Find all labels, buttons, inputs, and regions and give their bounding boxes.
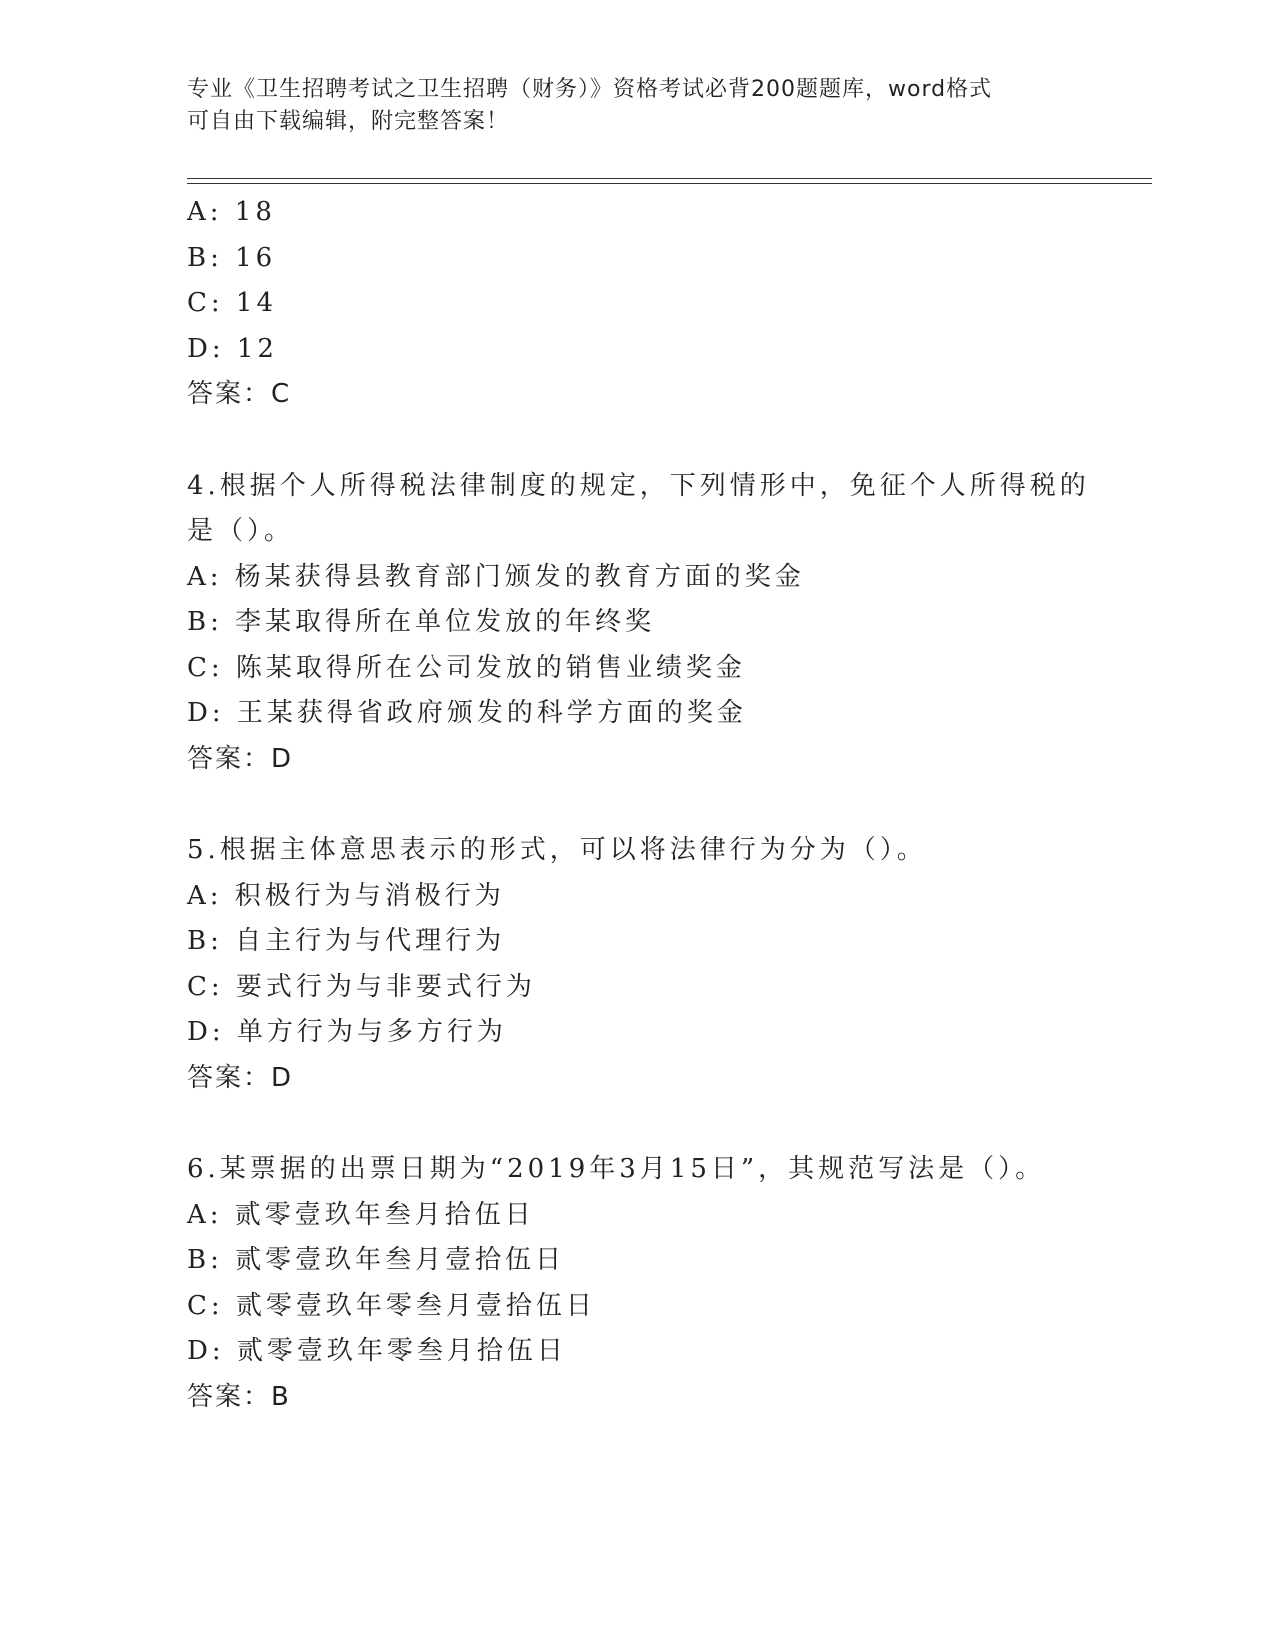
answer-text: 答案：D (187, 743, 294, 774)
header-divider-bottom (187, 183, 1152, 184)
answer-text: 答案：D (187, 1062, 294, 1093)
question-3-block (187, 190, 1147, 418)
option-c: C: 贰零壹玖年零叁月壹拾伍日 (187, 1290, 596, 1321)
question-5-block (187, 828, 1147, 1101)
answer-text: 答案：C (187, 379, 292, 409)
option-c: C: 要式行为与非要式行为 (187, 971, 536, 1002)
option-a: A: 积极行为与消极行为 (187, 880, 505, 911)
option-b: B: 16 (187, 242, 277, 273)
question-6-block (187, 1147, 1147, 1420)
option-c: C: 14 (187, 288, 278, 318)
document-header (187, 74, 1087, 138)
spacer (187, 418, 1147, 464)
header-title-line-1: 专业《卫生招聘考试之卫生招聘（财务）》资格考试必背200题题库，word格式 (187, 77, 993, 102)
question-stem: 6.某票据的出票日期为“2019年3月15日”，其规范写法是（）。 (187, 1154, 1046, 1184)
option-b: B: 李某取得所在单位发放的年终奖 (187, 607, 656, 637)
option-d: D: 王某获得省政府颁发的科学方面的奖金 (187, 698, 747, 728)
spacer (187, 782, 1147, 828)
question-stem: 4.根据个人所得税法律制度的规定，下列情形中，免征个人所得税的 (187, 470, 1090, 501)
option-d: D: 12 (187, 333, 278, 364)
header-divider-top (187, 178, 1152, 179)
answer-text: 答案：B (187, 1381, 291, 1412)
option-d: D: 单方行为与多方行为 (187, 1017, 507, 1047)
option-a: A: 贰零壹玖年叁月拾伍日 (187, 1199, 535, 1230)
option-b: B: 自主行为与代理行为 (187, 926, 506, 956)
option-d: D: 贰零壹玖年零叁月拾伍日 (187, 1336, 567, 1366)
question-stem-continued: 是（）。 (187, 516, 295, 546)
question-stem: 5.根据主体意思表示的形式，可以将法律行为分为（）。 (187, 835, 927, 865)
header-title-line-2: 可自由下载编辑，附完整答案！ (187, 109, 510, 134)
spacer (187, 1101, 1147, 1147)
option-c: C: 陈某取得所在公司发放的销售业绩奖金 (187, 652, 746, 683)
question-4-block (187, 464, 1147, 783)
option-a: A: 18 (187, 197, 276, 227)
question-content (187, 190, 1147, 1420)
option-a: A: 杨某获得县教育部门颁发的教育方面的奖金 (187, 561, 805, 592)
option-b: B: 贰零壹玖年叁月壹拾伍日 (187, 1245, 566, 1275)
